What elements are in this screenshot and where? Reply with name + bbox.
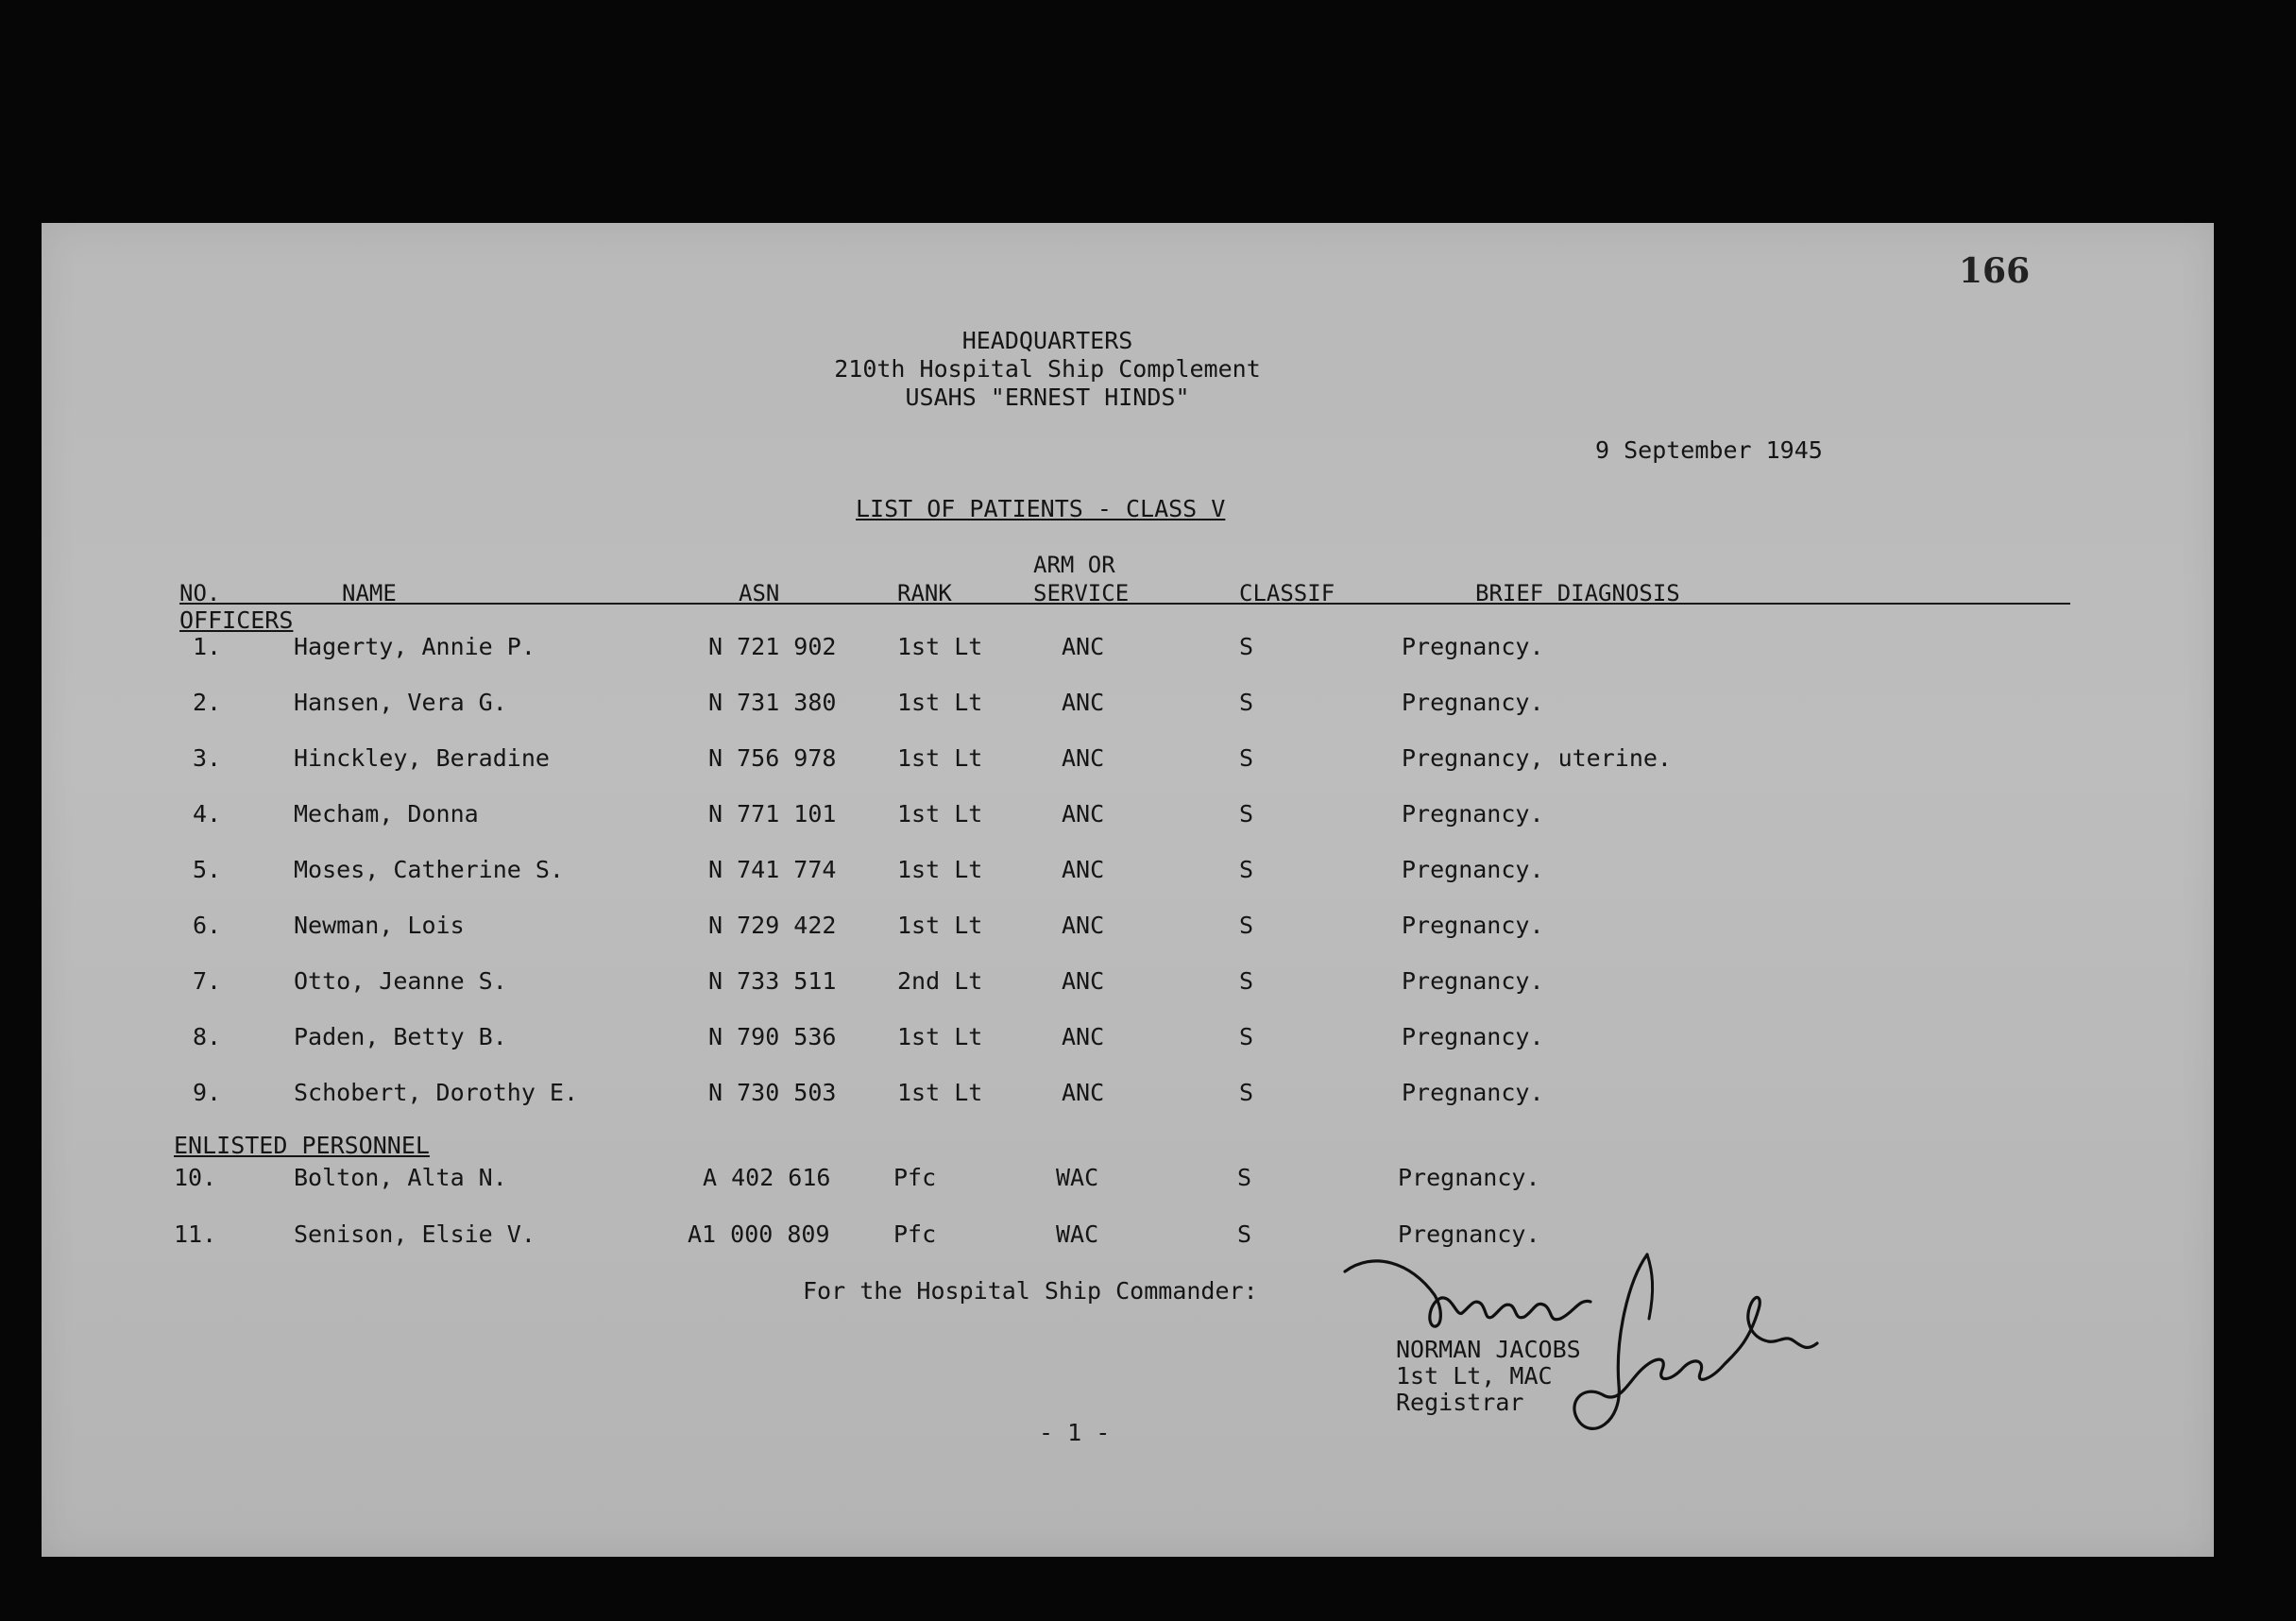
row-diagnosis: Pregnancy.: [1402, 967, 1544, 995]
row-rank: 1st Lt: [897, 800, 983, 828]
row-rank: Pfc: [893, 1164, 937, 1191]
row-no: 8.: [193, 1023, 222, 1050]
row-rank: 1st Lt: [897, 744, 983, 772]
section-officers: OFFICERS: [179, 606, 294, 634]
row-diagnosis: Pregnancy.: [1402, 633, 1544, 660]
section-enlisted: ENLISTED PERSONNEL: [174, 1132, 430, 1159]
table-row: [42, 1023, 2214, 1061]
row-rank: 1st Lt: [897, 689, 983, 716]
row-diagnosis: Pregnancy.: [1402, 800, 1544, 828]
table-row: [42, 1079, 2214, 1117]
row-rank: 1st Lt: [897, 1023, 983, 1050]
row-asn: N 731 380: [708, 689, 837, 716]
signer-rank: 1st Lt, MAC: [1396, 1362, 1553, 1390]
table-row: [42, 967, 2214, 1005]
header-line-1: HEADQUARTERS: [961, 327, 1133, 354]
row-asn: N 741 774: [708, 856, 837, 883]
row-no: 7.: [193, 967, 222, 995]
row-arm: ANC: [1062, 856, 1105, 883]
row-classif: S: [1239, 633, 1254, 660]
table-row: [42, 912, 2214, 949]
table-row: [42, 1164, 2214, 1202]
row-no: 6.: [193, 912, 222, 939]
row-diagnosis: Pregnancy.: [1402, 912, 1544, 939]
row-arm: WAC: [1056, 1220, 1099, 1248]
row-name: Senison, Elsie V.: [294, 1220, 536, 1248]
row-no: 10.: [174, 1164, 217, 1191]
row-no: 5.: [193, 856, 222, 883]
table-row: [42, 744, 2214, 782]
row-classif: S: [1237, 1220, 1252, 1248]
row-classif: S: [1239, 856, 1254, 883]
row-diagnosis: Pregnancy, uterine.: [1402, 744, 1672, 772]
for-commander-line: For the Hospital Ship Commander:: [803, 1277, 1258, 1305]
row-diagnosis: Pregnancy.: [1398, 1164, 1540, 1191]
row-no: 11.: [174, 1220, 217, 1248]
document-date: 9 September 1945: [1595, 436, 1823, 464]
row-rank: 1st Lt: [897, 856, 983, 883]
row-classif: S: [1239, 912, 1254, 939]
row-diagnosis: Pregnancy.: [1402, 689, 1544, 716]
document-page: [42, 223, 2214, 1557]
row-rank: 1st Lt: [897, 1079, 983, 1106]
row-name: Hinckley, Beradine: [294, 744, 550, 772]
row-asn: A1 000 809: [688, 1220, 830, 1248]
row-classif: S: [1239, 689, 1254, 716]
row-arm: ANC: [1062, 633, 1105, 660]
row-arm: ANC: [1062, 912, 1105, 939]
row-rank: 1st Lt: [897, 633, 983, 660]
row-classif: S: [1239, 967, 1254, 995]
row-asn: N 771 101: [708, 800, 837, 828]
row-asn: N 790 536: [708, 1023, 837, 1050]
row-asn: A 402 616: [703, 1164, 831, 1191]
row-classif: S: [1239, 744, 1254, 772]
row-asn: N 730 503: [708, 1079, 837, 1106]
col-arm-line1: ARM OR: [1033, 552, 1115, 578]
header-line-3: USAHS "ERNEST HINDS": [905, 384, 1190, 411]
page-marker: - 1 -: [1039, 1419, 1111, 1446]
col-classif: CLASSIF: [1239, 580, 1335, 606]
row-rank: 2nd Lt: [897, 967, 983, 995]
col-name: NAME: [342, 580, 397, 606]
row-no: 4.: [193, 800, 222, 828]
row-name: Bolton, Alta N.: [294, 1164, 507, 1191]
row-classif: S: [1239, 1023, 1254, 1050]
row-name: Hagerty, Annie P.: [294, 633, 536, 660]
row-diagnosis: Pregnancy.: [1402, 1023, 1544, 1050]
col-rank: RANK: [897, 580, 952, 606]
row-asn: N 721 902: [708, 633, 837, 660]
col-asn: ASN: [739, 580, 780, 606]
row-arm: ANC: [1062, 744, 1105, 772]
row-asn: N 733 511: [708, 967, 837, 995]
row-arm: ANC: [1062, 1079, 1105, 1106]
page-number: 166: [1959, 251, 2031, 291]
row-rank: Pfc: [893, 1220, 937, 1248]
row-asn: N 756 978: [708, 744, 837, 772]
row-no: 9.: [193, 1079, 222, 1106]
row-name: Moses, Catherine S.: [294, 856, 564, 883]
signer-title: Registrar: [1396, 1389, 1524, 1416]
col-no: NO.: [179, 580, 221, 606]
row-asn: N 729 422: [708, 912, 837, 939]
row-classif: S: [1239, 1079, 1254, 1106]
row-diagnosis: Pregnancy.: [1398, 1220, 1540, 1248]
table-row: [42, 689, 2214, 726]
row-name: Newman, Lois: [294, 912, 465, 939]
row-classif: S: [1239, 800, 1254, 828]
row-name: Mecham, Donna: [294, 800, 479, 828]
row-name: Schobert, Dorothy E.: [294, 1079, 579, 1106]
row-name: Paden, Betty B.: [294, 1023, 507, 1050]
row-arm: ANC: [1062, 967, 1105, 995]
table-row: [42, 800, 2214, 838]
signer-name: NORMAN JACOBS: [1396, 1336, 1581, 1363]
row-rank: 1st Lt: [897, 912, 983, 939]
row-arm: WAC: [1056, 1164, 1099, 1191]
col-arm-line2: SERVICE: [1033, 580, 1130, 606]
row-diagnosis: Pregnancy.: [1402, 1079, 1544, 1106]
row-diagnosis: Pregnancy.: [1402, 856, 1544, 883]
row-no: 1.: [193, 633, 222, 660]
row-name: Otto, Jeanne S.: [294, 967, 507, 995]
row-arm: ANC: [1062, 1023, 1105, 1050]
col-diagnosis: BRIEF DIAGNOSIS: [1475, 580, 1680, 606]
header-line-2: 210th Hospital Ship Complement: [834, 355, 1261, 383]
row-classif: S: [1237, 1164, 1252, 1191]
header-rule: [179, 603, 2070, 605]
row-arm: ANC: [1062, 689, 1105, 716]
document-title: LIST OF PATIENTS - CLASS V: [856, 495, 1226, 522]
table-row: [42, 633, 2214, 671]
row-arm: ANC: [1062, 800, 1105, 828]
row-no: 3.: [193, 744, 222, 772]
row-no: 2.: [193, 689, 222, 716]
table-row: [42, 856, 2214, 894]
row-name: Hansen, Vera G.: [294, 689, 507, 716]
